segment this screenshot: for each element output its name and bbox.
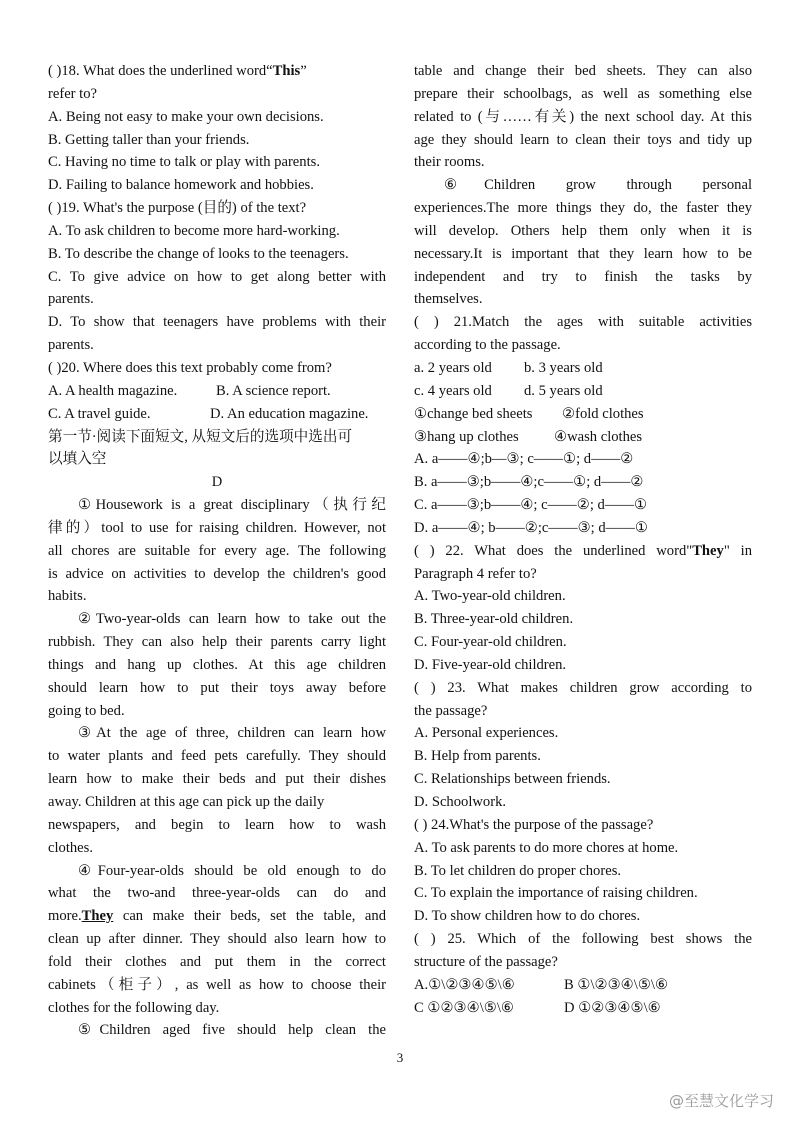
- paragraph-5-line: table and change their bed sheets. They can also: [414, 63, 752, 79]
- q23-option-d: D. Schoolwork.: [414, 794, 507, 810]
- q19-stem: ( )19. What's the purpose (目的) of the text?: [48, 200, 307, 217]
- paragraph-6-line: necessary.It is important that they learn how to be: [414, 245, 752, 262]
- paragraph-6-line: experiences.The more things they do, the faster they: [414, 200, 752, 217]
- paragraph-4-line: what the two-and three-year-olds can do and: [48, 885, 386, 902]
- q21-age-b: b. 3 years old: [524, 359, 603, 376]
- q24-option-c: C. To explain the importance of raising children.: [414, 885, 698, 902]
- q21-option-a: A. a——④;b—③; c——①; d——②: [414, 451, 634, 468]
- q22-stem: ( ) 22. What does the underlined word"They" in: [414, 542, 752, 559]
- q22-option-a: A. Two-year-old children.: [414, 588, 566, 605]
- q18-option-a: A. Being not easy to make your own decisions.: [48, 108, 324, 125]
- q25-option-d: D ①②③④⑤\⑥: [564, 999, 661, 1016]
- q25-stem-cont: structure of the passage?: [414, 953, 558, 970]
- paragraph-1-line: is advice on activities to develop the children's good: [48, 565, 386, 582]
- paragraph-5-line: their rooms.: [414, 154, 485, 171]
- paragraph-4-line: more.They can make their beds, set the table, and: [48, 908, 386, 925]
- q21-ages-row-1: [414, 357, 752, 380]
- q21-age-c: c. 4 years old: [414, 382, 492, 399]
- q25-option-a: A.①\②③④⑤\⑥: [414, 976, 515, 993]
- q24-option-a: A. To ask parents to do more chores at home.: [414, 839, 679, 856]
- paragraph-1-line: habits.: [48, 588, 87, 605]
- q18-option-d: D. Failing to balance homework and hobbies.: [48, 177, 314, 194]
- q21-age-d: d. 5 years old: [524, 382, 603, 399]
- q21-ages-row-2: [414, 380, 752, 403]
- left-column: [48, 60, 386, 1042]
- q21-option-b: B. a——③;b——④;c——①; d——②: [414, 474, 644, 491]
- q20-option-a: A. A health magazine.: [48, 382, 178, 399]
- q20-option-d: D. An education magazine.: [210, 405, 369, 422]
- q25-option-c: C ①②③④\⑤\⑥: [414, 999, 514, 1016]
- q21-activity-4: ④wash clothes: [554, 428, 643, 445]
- paragraph-1-line: ①Housework is a great disciplinary（执行纪: [78, 497, 386, 514]
- q21-activity-3: ③hang up clothes: [414, 428, 519, 445]
- paragraph-1-line: all chores are suitable for every age. The following: [48, 542, 386, 559]
- q22-option-d: D. Five-year-old children.: [414, 656, 567, 673]
- q23-option-a: A. Personal experiences.: [414, 725, 559, 742]
- paragraph-1-line: 律的）tool to use for raising children. However, not: [48, 519, 386, 536]
- q25-options-row-1: [414, 974, 752, 997]
- paragraph-4-line: ④Four-year-olds should be old enough to do: [78, 862, 386, 879]
- paragraph-2-line: going to bed.: [48, 702, 125, 719]
- q20-options-row-2: [48, 403, 386, 426]
- q22-option-b: B. Three-year-old children.: [414, 611, 574, 628]
- paragraph-5-line: ⑤Children aged five should help clean the: [78, 1022, 386, 1039]
- q25-option-b: B ①\②③④\⑤\⑥: [564, 976, 669, 993]
- q19-option-d: D. To show that teenagers have problems with their: [48, 314, 386, 331]
- paragraph-3-line: newspapers, and begin to learn how to wash: [48, 816, 386, 833]
- paragraph-2-line: things and hang up clothes. At this age children: [48, 656, 386, 673]
- watermark: @至慧文化学习: [668, 1092, 774, 1110]
- q19-option-c-cont: parents.: [48, 291, 94, 308]
- q24-stem: ( ) 24.What's the purpose of the passage?: [414, 816, 654, 833]
- paragraph-4-line: clean up after dinner. They should also learn how to: [48, 931, 386, 948]
- q19-option-d-cont: parents.: [48, 337, 94, 354]
- paragraph-5-line: prepare their schoolbags, as well as something else: [414, 85, 752, 102]
- paragraph-2-line: ②Two-year-olds can learn how to take out the: [78, 611, 386, 628]
- q21-option-d: D. a——④; b——②;c——③; d——①: [414, 519, 648, 536]
- q18-stem-cont: refer to?: [48, 85, 98, 102]
- q21-activities-row-1: [414, 403, 752, 426]
- paragraph-6-line: ⑥Children grow through personal: [444, 177, 752, 194]
- q21-stem: ( ) 21.Match the ages with suitable activities: [414, 314, 752, 331]
- q20-option-c: C. A travel guide.: [48, 405, 151, 422]
- paragraph-4-line: fold their clothes and put them in the correct: [48, 953, 386, 970]
- paragraph-4-line: cabinets（柜子）, as well as how to choose their: [48, 976, 386, 993]
- paragraph-6-line: independent and try to finish the tasks by: [414, 268, 752, 285]
- paragraph-3-line: clothes.: [48, 839, 93, 856]
- paragraph-3-line: ③At the age of three, children can learn how: [78, 725, 386, 742]
- q23-option-b: B. Help from parents.: [414, 748, 541, 765]
- q18-option-c: C. Having no time to talk or play with parents.: [48, 154, 320, 171]
- q20-stem: ( )20. Where does this text probably come from?: [48, 359, 332, 376]
- underlined-word-they: They: [81, 908, 114, 925]
- q20-option-b: B. A science report.: [216, 382, 331, 399]
- q24-option-b: B. To let children do proper chores.: [414, 862, 622, 879]
- q18-stem: ( )18. What does the underlined word“This”: [48, 63, 307, 79]
- q21-activity-2: ②fold clothes: [562, 405, 644, 422]
- paragraph-6-line: themselves.: [414, 291, 483, 308]
- q21-age-a: a. 2 years old: [414, 359, 492, 376]
- paragraph-5-line: age they should learn to clean their toys and tidy up: [414, 131, 752, 148]
- page-number: 3: [396, 1050, 404, 1065]
- section-heading: 第一节·阅读下面短文, 从短文后的选项中选出可: [48, 428, 353, 445]
- paragraph-3-line: to water plants and feed pets carefully. They should: [48, 748, 386, 765]
- q25-stem: ( ) 25. Which of the following best shows the: [414, 931, 752, 948]
- q22-option-c: C. Four-year-old children.: [414, 634, 567, 651]
- passage-letter: D: [211, 474, 223, 491]
- q21-activity-1: ①change bed sheets: [414, 405, 533, 422]
- q23-stem: ( ) 23. What makes children grow according to: [414, 679, 752, 696]
- q21-stem-cont: according to the passage.: [414, 337, 561, 354]
- paragraph-6-line: will develop. Others help them only when it is: [414, 222, 752, 239]
- q21-option-c: C. a——③;b——④; c——②; d——①: [414, 497, 648, 514]
- q20-options-row-1: [48, 380, 386, 403]
- paragraph-5-line: related to (与……有关) the next school day. At this: [414, 108, 752, 125]
- section-heading-cont: 以填入空: [48, 451, 107, 468]
- q22-stem-cont: Paragraph 4 refer to?: [414, 565, 537, 582]
- paragraph-2-line: should learn how to put their toys away before: [48, 679, 386, 696]
- q25-options-row-2: [414, 997, 752, 1020]
- q23-option-c: C. Relationships between friends.: [414, 771, 611, 788]
- q19-option-b: B. To describe the change of looks to the teenagers.: [48, 245, 349, 262]
- paragraph-3-line: learn how to make their beds and put their dishes: [48, 771, 386, 788]
- paragraph-3-line: away. Children at this age can pick up the daily: [48, 794, 325, 810]
- q24-option-d: D. To show children how to do chores.: [414, 908, 641, 925]
- q18-option-b: B. Getting taller than your friends.: [48, 131, 250, 148]
- q23-stem-cont: the passage?: [414, 702, 488, 719]
- paragraph-4-line: clothes for the following day.: [48, 999, 220, 1016]
- q21-activities-row-2: [414, 426, 752, 449]
- right-column: [414, 60, 752, 1019]
- paragraph-2-line: rubbish. They can also help their parents carry light: [48, 634, 386, 651]
- q19-option-a: A. To ask children to become more hard-working.: [48, 222, 340, 239]
- q19-option-c: C. To give advice on how to get along better with: [48, 268, 386, 285]
